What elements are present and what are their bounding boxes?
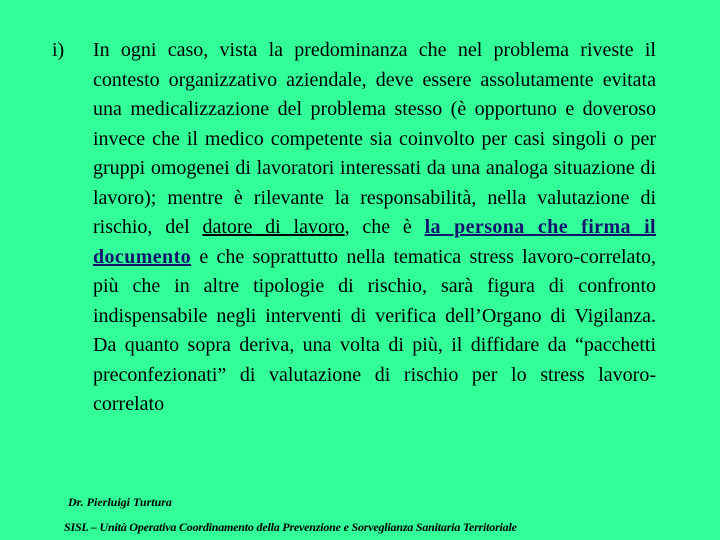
footer-organization: SISL – Unità Operativa Coordinamento della Prevenzione e Sorveglianza Sanitaria Territoriale (64, 520, 517, 534)
paragraph-text-3: e che soprattutto nella tematica stress lavoro-correlato, più che in altre tipologie di rischio, sarà figura di confronto indispensabile negli interventi di verifica dell’Organo di Vigilanza. Da quanto sopra deriva, una volta di più, il diffidare da “pacchetti preconfezionati” di valutazione di rischio per lo stress lavoro-correlato (93, 245, 656, 415)
paragraph (93, 36, 656, 420)
list-marker: i) (52, 39, 65, 61)
footer-author: Dr. Pierluigi Turtura (68, 495, 172, 509)
underlined-term-employer: datore di lavoro (202, 216, 345, 238)
paragraph-text-1: In ogni caso, vista la predominanza che nel problema riveste il contesto organizzativo aziendale, deve essere assolutamente evitata una medicalizzazione del problema stesso (è opportuno e doveroso invece che il medico competente sia coinvolto per casi singoli o per gruppi omogenei di lavoratori interessati da una analoga situazione di lavoro); mentre è rilevante la responsabilità, nella valutazione di rischio, del (93, 39, 656, 238)
list-item (52, 36, 656, 420)
emphasized-term-signer: la persona che firma il documento (93, 216, 656, 268)
paragraph-text-2: , che è (344, 216, 425, 238)
